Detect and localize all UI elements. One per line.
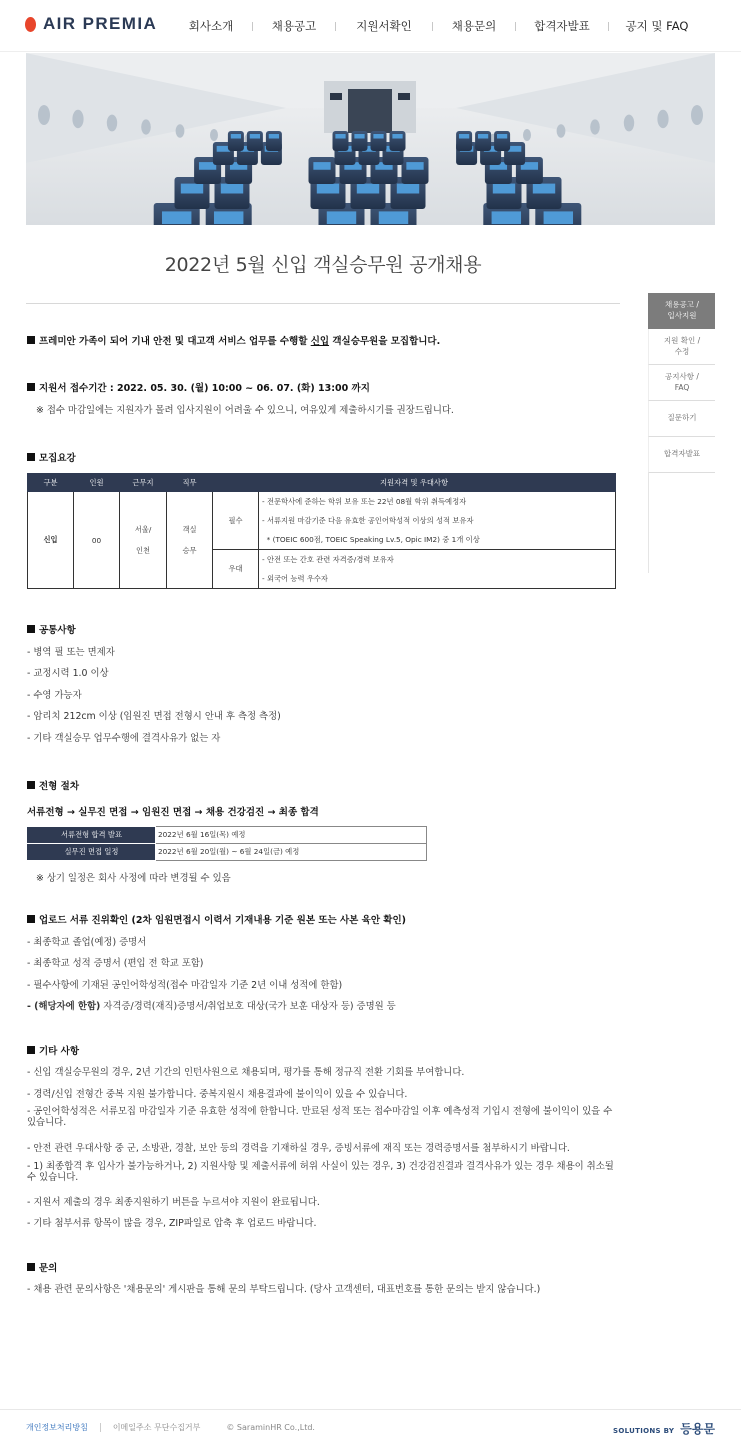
bullet-square-icon	[27, 383, 35, 391]
upload-heading: 업로드 서류 진위확인 (2차 임원면접시 이력서 기재내용 기준 원본 또는 사본 육안 확인)	[27, 912, 406, 926]
cabin-window	[38, 105, 50, 125]
cabin-window	[141, 119, 151, 134]
seat-screen	[478, 134, 488, 139]
cell-headcount: 00	[74, 492, 120, 589]
cell-job: 객실 승무	[167, 492, 213, 589]
common-item: - 병역 필 또는 면제자	[27, 647, 115, 658]
sidenav-divider	[648, 473, 649, 573]
seat-screen	[231, 134, 241, 139]
seat-screen	[379, 211, 408, 224]
seat-screen	[181, 184, 203, 194]
etc-item: - 안전 관련 우대사항 중 군, 소방관, 경찰, 보안 등의 경력을 기재하실 경우, 증빙서류에 재직 또는 경력증명서를 첨부하시기 바랍니다.	[27, 1143, 570, 1154]
seat-screen	[459, 134, 469, 139]
title-divider	[26, 303, 620, 304]
seat-screen	[250, 134, 260, 139]
recruit-table-header	[28, 474, 616, 492]
solutions-by-logo	[613, 1420, 715, 1437]
etc-item: - 기타 첨부서류 항목이 많을 경우, ZIP파일로 압축 후 업로드 바랍니다.	[27, 1218, 317, 1229]
bullet-square-icon	[27, 781, 35, 789]
etc-item: - 공인어학성적은 서류모집 마감일자 기준 유효한 성적에 한합니다. 만료된 성적 또는 접수마감일 이후 예측성적 기입시 전형에 불이익이 있을 수 있습니다.	[27, 1106, 613, 1128]
cabin-window	[657, 110, 668, 128]
footer-divider	[0, 1409, 741, 1410]
seat-screen	[406, 162, 423, 170]
seat-screen	[533, 184, 555, 194]
cell-preferred-label: 우대	[213, 550, 259, 589]
seat-screen	[313, 162, 330, 170]
intro-underline: 신입	[310, 336, 330, 347]
schedule-table	[27, 826, 427, 861]
email-refuse-link[interactable]: 이메일주소 무단수집거부	[112, 1423, 201, 1432]
period-note: ※ 접수 마감일에는 지원자가 몰려 입사지원이 어려울 수 있으니, 여유있게 제출하시기를 권장드립니다.	[36, 405, 454, 416]
seat-screen	[373, 134, 383, 139]
etc-item: - 지원서 제출의 경우 최종지원하기 버튼을 누르셔야 지원이 완료됩니다.	[27, 1197, 320, 1208]
seat-screen	[497, 134, 507, 139]
seat-screen	[317, 184, 339, 194]
side-nav	[648, 293, 715, 573]
col-location: 근무지	[120, 474, 167, 492]
etc-item: - 1) 최종합격 후 입사가 불가능하거나, 2) 지원사항 및 제출서류에 허위 사실이 있는 경우, 3) 건강검진결과 결격사유가 있는 경우 채용이 취소될 수 있습니다.	[27, 1161, 614, 1183]
sidenav-check-edit[interactable]: 지원 확인 / 수정	[648, 329, 715, 365]
seat-screen	[269, 134, 279, 139]
col-category: 구분	[28, 474, 74, 492]
inquiry-text: - 채용 관련 문의사항은 '채용문의' 게시판을 통해 문의 부탁드립니다. (당사 고객센터, 대표번호를 통한 문의는 받지 않습니다.)	[27, 1284, 541, 1295]
air-premia-logo[interactable]	[25, 14, 157, 34]
cabin-seat	[402, 157, 429, 184]
table-row	[28, 827, 427, 844]
seat-screen	[354, 134, 364, 139]
cabin-illustration	[26, 53, 715, 225]
common-heading: 공통사항	[27, 622, 76, 636]
upload-item: - 최종학교 성적 증명서 (편입 전 학교 포함)	[27, 958, 204, 969]
required-item: - 전문학사에 준하는 학위 보유 또는 22년 08월 학위 취득예정자	[262, 497, 467, 506]
sidenav-results[interactable]: 합격자발표	[648, 437, 715, 473]
cabin-hero-image	[26, 53, 715, 225]
nav-application-check[interactable]: 지원서확인	[356, 19, 412, 33]
seat-screen	[335, 134, 345, 139]
upload-item: - (해당자에 한함) 자격증/경력(재직)증명서/취업보호 대상(국가 보훈 대상자 등) 증명원 등	[27, 1001, 396, 1012]
schedule-value: 2022년 6월 20일(월) ~ 6월 24일(금) 예정	[156, 844, 427, 861]
process-heading: 전형 절차	[27, 778, 79, 792]
nav-jobs[interactable]: 채용공고	[271, 19, 317, 33]
seat-screen	[221, 184, 243, 194]
cabin-window	[557, 124, 566, 138]
preferred-item: - 외국어 능력 우수자	[262, 574, 328, 583]
common-item: - 암리치 212cm 이상 (임원진 면접 전형시 안내 후 측정 측정)	[27, 711, 281, 722]
seat-screen	[327, 211, 356, 224]
col-qualifications: 지원자격 및 우대사항	[213, 474, 616, 492]
cabin-window	[72, 110, 83, 128]
bullet-square-icon	[27, 336, 35, 344]
bullet-square-icon	[27, 915, 35, 923]
preferred-item: - 안전 또는 간호 관련 자격증/경력 보유자	[262, 555, 394, 564]
seat-screen	[397, 184, 419, 194]
sidenav-apply[interactable]: 채용공고 / 입사지원	[648, 293, 715, 329]
seat-screen	[392, 134, 402, 139]
cabin-window	[590, 119, 600, 134]
etc-heading: 기타 사항	[27, 1043, 79, 1057]
period-heading: 지원서 접수기간 : 2022. 05. 30. (월) 10:00 ~ 06. 07. (화) 13:00 까지	[27, 380, 370, 394]
cell-required-label: 필수	[213, 492, 259, 550]
cabin-window	[176, 124, 185, 138]
required-item: * (TOEIC 600점, TOEIC Speaking Lv.5, Opic IM2) 중 1개 이상	[262, 535, 480, 544]
logo-text: AIR PREMIA	[43, 14, 158, 33]
seat-screen	[162, 211, 191, 224]
bullet-square-icon	[27, 625, 35, 633]
cabin-window	[624, 115, 634, 132]
seat-screen	[493, 184, 515, 194]
seat-screen	[492, 211, 521, 224]
bullet-square-icon	[27, 453, 35, 461]
page-title: 2022년 5월 신입 객실승무원 공개채용	[164, 254, 482, 276]
col-job: 직무	[167, 474, 213, 492]
solutions-by-label: SOLUTIONS BY	[613, 1427, 675, 1435]
cell-preferred	[259, 550, 616, 589]
privacy-policy-link[interactable]: 개인정보처리방침	[26, 1423, 88, 1432]
cabin-window	[691, 105, 703, 125]
bullet-square-icon	[27, 1263, 35, 1271]
nav-notice-faq[interactable]: 공지 및 FAQ	[625, 19, 689, 33]
nav-results[interactable]: 합격자발표	[534, 19, 590, 33]
nav-inquiry[interactable]: 채용문의	[451, 19, 497, 33]
col-headcount: 인원	[74, 474, 120, 492]
table-row	[28, 844, 427, 861]
required-item: - 서류지원 마감기준 다음 유효한 공인어학성적 이상의 성적 보유자	[262, 516, 474, 525]
solutions-brand: 등용문	[680, 1422, 715, 1436]
recruit-heading: 모집요강	[27, 450, 76, 464]
seat-screen	[357, 184, 379, 194]
cell-location: 서울/ 인천	[120, 492, 167, 589]
cabin-window	[523, 129, 531, 141]
table-row	[28, 492, 616, 550]
common-item: - 수영 가능자	[27, 690, 82, 701]
cabin-seat	[309, 157, 336, 184]
cell-category: 신입	[28, 492, 74, 589]
cabin-window	[107, 115, 117, 132]
sidenav-question[interactable]: 질문하기	[648, 401, 715, 437]
common-item: - 교정시력 1.0 이상	[27, 668, 109, 679]
cabin-window	[210, 129, 218, 141]
copyright: © SaraminHR Co.,Ltd.	[226, 1423, 315, 1432]
process-note: ※ 상기 일정은 회사 사정에 따라 변경될 수 있음	[36, 873, 231, 884]
footer-divider-bar	[100, 1423, 101, 1432]
etc-item: - 신입 객실승무원의 경우, 2년 기간의 인턴사원으로 채용되며, 평가를 통해 정규직 전환 기회를 부여합니다.	[27, 1067, 465, 1078]
common-item: - 기타 객실승무 업무수행에 결격사유가 없는 자	[27, 733, 221, 744]
footer-links	[26, 1422, 315, 1433]
seat-screen	[544, 211, 573, 224]
nav-company[interactable]: 회사소개	[188, 19, 234, 33]
seat-screen	[214, 211, 243, 224]
process-flow: 서류전형 → 실무진 면접 → 임원진 면접 → 채용 건강검진 → 최종 합격	[27, 807, 319, 818]
recruit-table	[27, 473, 616, 589]
schedule-value: 2022년 6월 16일(목) 예정	[156, 827, 427, 844]
main-nav	[170, 0, 705, 52]
bullet-square-icon	[27, 1046, 35, 1054]
schedule-label: 서류전형 합격 발표	[28, 827, 156, 844]
top-header	[0, 0, 741, 52]
upload-item: - 최종학교 졸업(예정) 증명서	[27, 937, 147, 948]
etc-item: - 경력/신입 전형간 중복 지원 불가합니다. 중복지원시 채용결과에 불이익이 있을 수 있습니다.	[27, 1089, 408, 1100]
intro-heading: 프레미안 가족이 되어 기내 안전 및 대고객 서비스 업무를 수행할 신입 객실승무원을 모집합니다.	[27, 333, 440, 347]
upload-item: - 필수사항에 기재된 공인어학성적(접수 마감일자 기준 2년 이내 성적에 한함)	[27, 980, 343, 991]
inquiry-heading: 문의	[27, 1260, 57, 1274]
cell-required	[259, 492, 616, 550]
sidenav-notice-faq[interactable]: 공지사항 / FAQ	[648, 365, 715, 401]
schedule-label: 실무진 면접 일정	[28, 844, 156, 861]
logo-mark-icon	[25, 17, 36, 32]
